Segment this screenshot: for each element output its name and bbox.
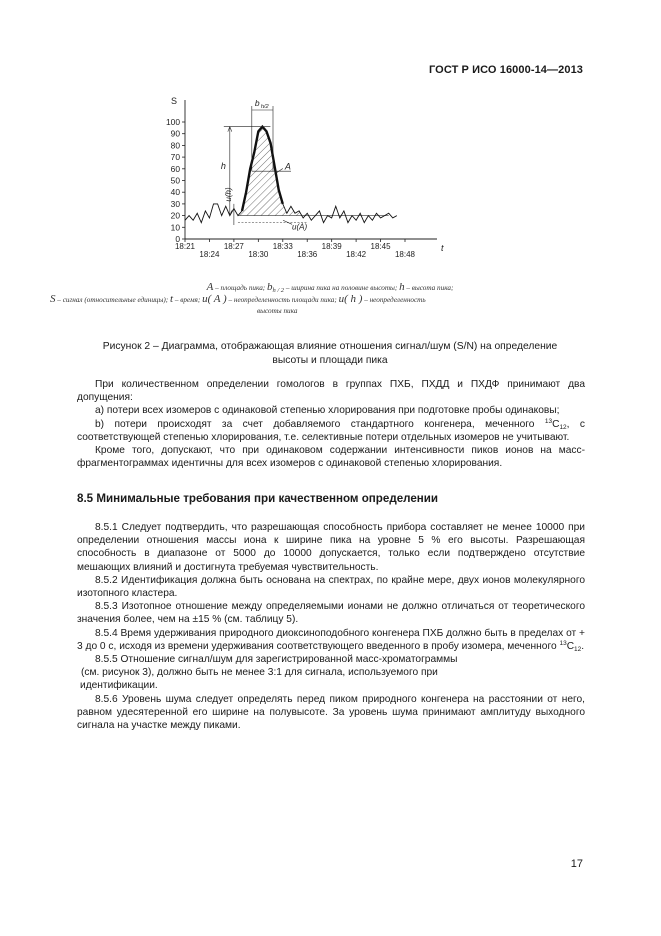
legend-t-symbol: t [169,293,174,305]
x-tick-label: 18:45 [370,242,391,251]
width-label-sub: h/2 [260,104,269,110]
isotope-subscript: 12 [559,423,567,431]
isotope-subscript: 12 [574,645,582,653]
item-8-5-4 [77,627,585,653]
item-8-5-6: 8.5.6 Уровень шума следует определять перед пиком природного конгенера на расстоянии от него, равном удесятеренной его ширине на полувысоте. За уровень шума принимают амплитуду выходного сигнала на участке между пиками. [77,693,585,732]
assumptions-intro: При количественном определении гомологов в группах ПХБ, ПХДД и ПХДФ принимают два допущения: [77,379,585,404]
x-tick-label: 18:39 [321,242,342,251]
legend-uA-symbol: u( A ) [202,293,227,305]
y-tick-label: 10 [170,222,180,233]
x-tick-label: 18:33 [272,242,293,251]
legend-b-text: – ширина пика на половине высоты; [284,284,400,292]
item-8-5-5-line-2: (см. рисунок 3), должно быть не менее 3:1 для сигнала, используемого при [81,667,438,679]
y-tick-label: 100 [166,117,180,127]
area-label: A [284,161,291,172]
item-8-5-3: 8.5.3 Изотопное отношение между определяемыми ионами не должно отличаться от теоретического значения более, чем на ±15 % (см. таблицу 5). [77,601,585,626]
y-tick-label: 60 [170,163,180,174]
requirements-block [77,521,585,732]
legend-line-1 [50,282,610,294]
item-8-5-4-text: 8.5.4 Время удерживания природного диоксиноподобного конгенера ПХБ должно быть в пределах от + 3 до 0 с, исходя из времени удерживания соответствующего введенного в пробу изомера, меченного [77,627,585,652]
item-8-5-5-line-3: идентификации. [80,680,158,692]
x-tick-label: 18:30 [248,250,269,259]
assumption-b-text: b) потери происходят за счет добавляемого стандартного конгенера, меченного [95,418,545,430]
y-axis-label: S [171,96,178,106]
legend-h-symbol: h [399,281,405,293]
y-tick-label: 30 [170,198,180,209]
uA-label: u(A) [292,222,308,232]
height-label: h [220,160,226,171]
document-header: ГОСТ Р ИСО 16000-14—2013 [428,64,583,76]
y-tick-label: 20 [170,210,180,221]
item-8-5-2: 8.5.2 Идентификация должна быть основана на спектрах, по крайне мере, двух ионов молекулярного изотопного кластера. [77,574,585,600]
assumption-b [77,418,585,444]
x-tick-label: 18:21 [174,242,196,251]
item-8-5-5-line-1: 8.5.5 Отношение сигнал/шум для зарегистрированной масс-хроматограммы [95,654,458,666]
figure-caption: Рисунок 2 – Диаграмма, отображающая влияние отношения сигнал/шум (S/N) на определение высоты и площади пика [102,341,558,366]
legend-uA-text: – неопределенность площади пика; [226,296,339,304]
legend-h-text: – высота пика; [404,284,454,292]
item-8-5-4-tail: . [581,640,585,652]
legend-A-symbol: A [206,281,214,293]
assumptions-extra: Кроме того, допускают, что при одинаковом содержании интенсивности пиков ионов на масс-фрагментограммах идентичны для всех изомеров с одинаковой степенью хлорирования. [77,445,585,470]
x-tick-label: 18:24 [199,250,220,259]
chromatogram-figure [165,92,455,264]
legend-S-text: – сигнал (относительные единицы); [55,296,170,304]
isotope-element: С [566,640,575,652]
y-tick-label: 40 [170,187,180,198]
width-label: b [254,98,260,108]
x-tick-label: 18:42 [346,250,367,259]
isotope-superscript: 13 [559,639,567,647]
item-8-5-1: 8.5.1 Следует подтвердить, что разрешающая способность прибора составляет не менее 10000 при определении отношения массы иона к ширине пика на уровне 5 % его высоты. Разрешающая способность в диапазоне от 5000 до 10000 допускается, только если подтверждено отсутствие мешающих влияний и достигнута требуемая чувствительность. [77,522,585,573]
x-tick-label: 18:27 [223,242,244,251]
x-tick-label: 18:48 [394,250,416,259]
section-heading: 8.5 Минимальные требования при качественном определении [77,492,439,505]
isotope-superscript: 13 [544,417,553,425]
area-leader [277,168,283,172]
legend-line-3: высоты пика [257,307,298,315]
assumption-b-tail: , с соответствующей степенью хлорирования, т.е. селективные потери отдельных изомеров не учитывают. [77,418,585,443]
isotope-element: C [552,418,560,430]
y-tick-label: 50 [170,175,180,186]
x-axis-label: t [441,243,444,253]
legend-A-text: – площадь пика; [213,284,267,292]
uA-leader [283,220,292,224]
uh-label: u(h) [223,187,233,202]
assumption-a: а) потери всех изомеров с одинаковой степенью хлорирования при подготовке пробы одинаковы; [95,405,560,417]
legend-b-symbol: b [267,281,273,293]
legend-t-text: – время; [173,296,203,304]
y-tick-label: 90 [170,128,180,139]
x-tick-label: 18:36 [297,250,318,259]
y-tick-label: 0 [175,234,180,244]
legend-line-2 [50,294,610,306]
legend-S-symbol: S [50,293,56,305]
y-tick-label: 70 [170,152,180,163]
legend-b-subscript: h / 2 [272,287,285,294]
figure-legend [50,282,610,317]
legend-uh-symbol: u( h ) [338,293,363,305]
signal-noise-chart [165,92,455,264]
assumptions-block [77,378,585,470]
page-number: 17 [570,858,583,870]
y-tick-label: 80 [170,140,180,151]
legend-uh-text: – неопределенность [362,296,426,304]
